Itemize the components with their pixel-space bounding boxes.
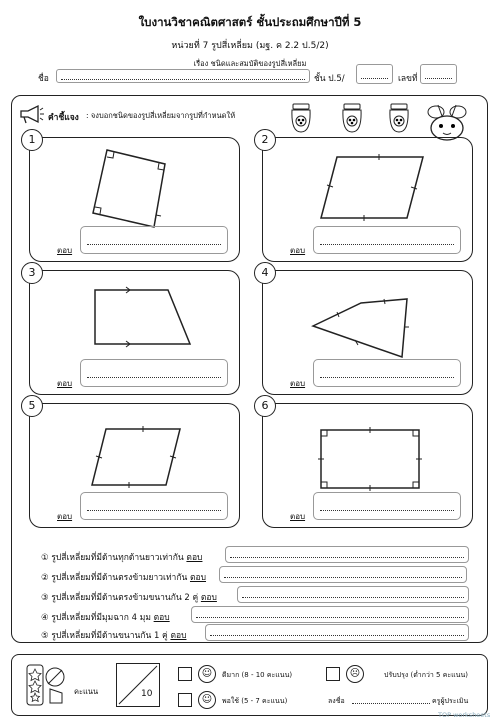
property-answer-4[interactable]: [191, 606, 469, 623]
card-number: 4: [254, 262, 276, 284]
property-item-3: [41, 590, 217, 604]
shape-card-1: [28, 133, 240, 262]
answer-label: ตอบ: [186, 553, 203, 563]
score-total: 10: [141, 689, 153, 699]
shape-card-5: [28, 399, 240, 528]
worksheet-title: ใบงานวิชาคณิตศาสตร์ ชั้นประถมศึกษาปีที่ 5: [138, 15, 362, 29]
rectangle-shape: [317, 426, 423, 492]
property-text: รูปสี่เหลี่ยมที่มีด้านตรงข้ามขนานกัน 2 คู่: [51, 593, 199, 603]
item-marker: ②: [41, 573, 49, 583]
answer-label: ตอบ: [57, 379, 73, 388]
answer-label: ตอบ: [290, 246, 306, 255]
kite-shape: [309, 293, 413, 365]
property-text: รูปสี่เหลี่ยมที่มีด้านตรงข้ามยาวเท่ากัน: [51, 573, 188, 583]
level-fair-label: พอใช้ (5 - 7 คะแนน): [222, 697, 288, 705]
answer-field-2[interactable]: [313, 226, 461, 254]
parallelogram-shape: [315, 152, 427, 224]
score-label: คะแนน: [74, 687, 99, 696]
sad-face-icon: ☹: [346, 665, 364, 683]
topic-line: เรื่อง ชนิดและสมบัติของรูปสี่เหลี่ยม: [193, 59, 307, 68]
name-field[interactable]: [56, 69, 310, 83]
answer-field-4[interactable]: [313, 359, 461, 387]
class-field[interactable]: [356, 64, 393, 84]
honey-jar-icon: [339, 102, 365, 134]
answer-label: ตอบ: [290, 512, 306, 521]
number-label: เลขที่: [398, 74, 418, 84]
property-item-1: [41, 550, 202, 564]
stars-icon: [26, 663, 66, 707]
property-answer-1[interactable]: [225, 546, 469, 563]
property-item-4: [41, 610, 170, 624]
level-excellent-label: ดีมาก (8 - 10 คะแนน): [222, 671, 293, 679]
level-checkbox-excellent[interactable]: [178, 667, 192, 681]
item-marker: ①: [41, 553, 49, 563]
name-label: ชื่อ: [38, 74, 49, 84]
answer-field-3[interactable]: [80, 359, 228, 387]
instruction-text: : จงบอกชนิดของรูปสี่เหลี่ยมจากรูปที่กำหนดให้: [86, 111, 236, 120]
card-number: 6: [254, 395, 276, 417]
answer-label: ตอบ: [170, 631, 187, 641]
answer-label: ตอบ: [57, 246, 73, 255]
number-field[interactable]: [420, 64, 457, 84]
property-answer-3[interactable]: [237, 586, 469, 603]
shape-card-6: [261, 399, 473, 528]
score-box[interactable]: [116, 663, 160, 707]
card-number: 2: [254, 129, 276, 151]
answer-label: ตอบ: [290, 379, 306, 388]
card-number: 3: [21, 262, 43, 284]
shape-card-2: [261, 133, 473, 262]
property-text: รูปสี่เหลี่ยมที่มีมุมฉาก 4 มุม: [51, 613, 151, 623]
rhombus-shape: [90, 424, 186, 490]
signature-line[interactable]: [352, 703, 430, 704]
item-marker: ③: [41, 593, 49, 603]
unit-subtitle: หน่วยที่ 7 รูปสี่เหลี่ยม (มฐ. ค 2.2 ป.5/2): [171, 41, 329, 51]
answer-field-5[interactable]: [80, 492, 228, 520]
answer-label: ตอบ: [57, 512, 73, 521]
property-text: รูปสี่เหลี่ยมที่มีด้านทุกด้านยาวเท่ากัน: [51, 553, 184, 563]
signature-role: ครูผู้ประเมิน: [432, 697, 469, 705]
card-number: 5: [21, 395, 43, 417]
property-item-5: [41, 628, 186, 642]
megaphone-icon: [18, 103, 44, 125]
watermark-text: TOP worksheets: [438, 711, 491, 719]
answer-field-1[interactable]: [80, 226, 228, 254]
property-answer-5[interactable]: [205, 624, 469, 641]
level-improve-label: ปรับปรุง (ต่ำกว่า 5 คะแนน): [384, 671, 468, 679]
level-checkbox-improve[interactable]: [326, 667, 340, 681]
answer-field-6[interactable]: [313, 492, 461, 520]
signature-label: ลงชื่อ: [328, 697, 345, 705]
honey-jar-icon: [288, 102, 314, 134]
neutral-face-icon: ☺: [198, 691, 216, 709]
item-marker: ④: [41, 613, 49, 623]
square-shape: [90, 146, 180, 230]
score-panel: [11, 654, 488, 716]
card-number: 1: [21, 129, 43, 151]
happy-face-icon: ☺: [198, 665, 216, 683]
properties-section: [29, 539, 475, 640]
shape-card-3: [28, 266, 240, 395]
instruction-label: คำชี้แจง: [48, 113, 79, 123]
trapezoid-shape: [90, 285, 196, 349]
item-marker: ⑤: [41, 631, 49, 641]
level-checkbox-fair[interactable]: [178, 693, 192, 707]
answer-label: ตอบ: [153, 613, 170, 623]
class-label: ชั้น ป.5/: [314, 74, 345, 84]
answer-label: ตอบ: [200, 593, 217, 603]
honey-jar-icon: [386, 102, 412, 134]
property-text: รูปสี่เหลี่ยมที่มีด้านขนานกัน 1 คู่: [51, 631, 168, 641]
property-answer-2[interactable]: [219, 566, 467, 583]
property-item-2: [41, 570, 206, 584]
answer-label: ตอบ: [189, 573, 207, 583]
shape-card-4: [261, 266, 473, 395]
